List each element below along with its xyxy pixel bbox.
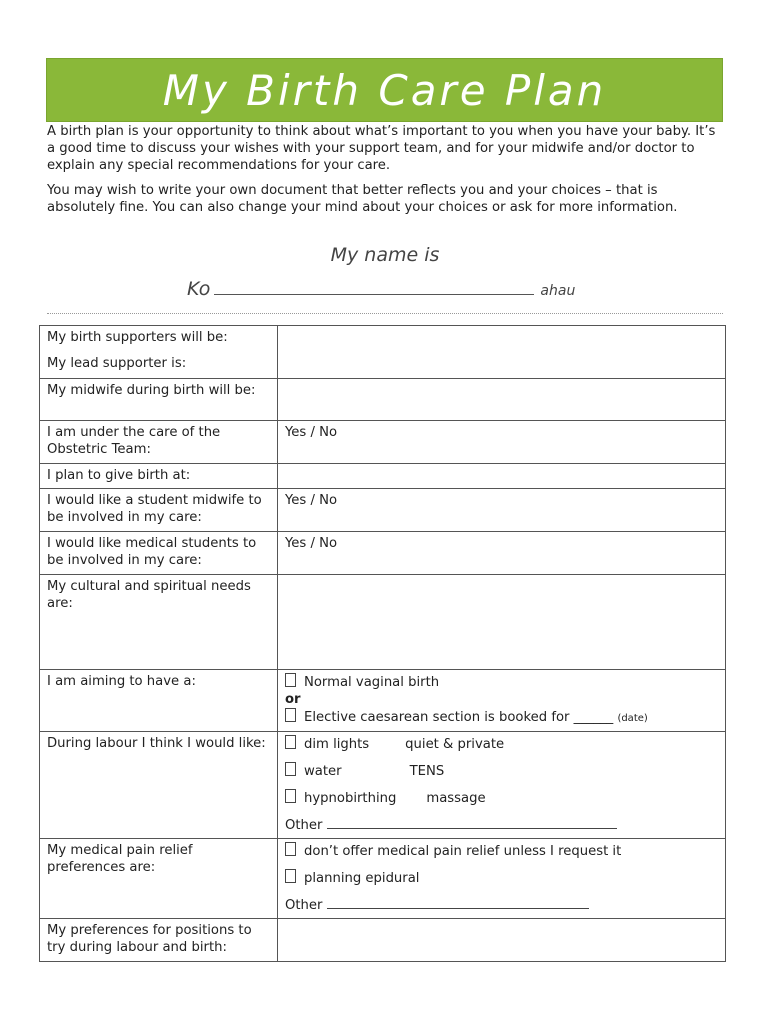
table-row	[40, 919, 726, 962]
answer-pain	[278, 839, 726, 919]
option-epidural: planning epidural	[304, 871, 420, 886]
intro-paragraph-1: A birth plan is your opportunity to think about what’s important to you when you have your baby. It’s a good time to discuss your wishes with your support team, and for your midwife and/or doctor to explain any special recommendations for your care.	[47, 124, 716, 173]
question-birthplace: I plan to give birth at:	[40, 464, 278, 489]
name-suffix: ahau	[540, 283, 576, 299]
question-cultural: My cultural and spiritual needs are:	[40, 575, 278, 670]
page-title: My Birth Care Plan	[162, 65, 607, 115]
question-supporters: My birth supporters will be:	[47, 330, 228, 345]
checkbox-icon[interactable]	[285, 673, 296, 687]
table-row	[40, 379, 726, 421]
question-obstetric: I am under the care of the Obstetric Team:	[40, 421, 278, 464]
answer-labour	[278, 732, 726, 839]
question-midwife: My midwife during birth will be:	[40, 379, 278, 421]
question-cell	[40, 326, 278, 379]
name-line	[187, 278, 575, 300]
table-row	[40, 532, 726, 575]
answer-medical-students[interactable]: Yes / No	[278, 532, 726, 575]
question-lead-supporter: My lead supporter is:	[47, 356, 187, 371]
table-row	[40, 670, 726, 732]
option-tens: TENS	[409, 764, 445, 779]
option-hypnobirthing: hypnobirthing	[304, 791, 397, 806]
checkbox-icon[interactable]	[285, 735, 296, 749]
option-water: water	[304, 764, 342, 779]
option-normal-birth: Normal vaginal birth	[304, 675, 440, 690]
answer-midwife[interactable]	[278, 379, 726, 421]
table-row	[40, 421, 726, 464]
other-label: Other	[285, 898, 323, 913]
table-row	[40, 326, 726, 379]
answer-cultural[interactable]	[278, 575, 726, 670]
answer-positions[interactable]	[278, 919, 726, 962]
date-label: (date)	[617, 713, 648, 724]
answer-student-midwife[interactable]: Yes / No	[278, 489, 726, 532]
title-banner	[46, 58, 723, 122]
checkbox-icon[interactable]	[285, 708, 296, 722]
question-pain: My medical pain relief preferences are:	[40, 839, 278, 919]
other-label: Other	[285, 818, 323, 833]
checkbox-icon[interactable]	[285, 842, 296, 856]
question-student-midwife: I would like a student midwife to be involved in my care:	[40, 489, 278, 532]
dotted-divider	[47, 313, 723, 314]
table-row	[40, 464, 726, 489]
table-row	[40, 575, 726, 670]
answer-aiming	[278, 670, 726, 732]
other-input-line[interactable]	[327, 816, 617, 829]
other-input-line[interactable]	[327, 896, 589, 909]
checkbox-icon[interactable]	[285, 789, 296, 803]
question-positions: My preferences for positions to try during labour and birth:	[40, 919, 278, 962]
birth-plan-table	[39, 325, 726, 962]
answer-obstetric[interactable]: Yes / No	[278, 421, 726, 464]
table-row	[40, 489, 726, 532]
option-dim-lights: dim lights	[304, 737, 370, 752]
checkbox-icon[interactable]	[285, 869, 296, 883]
name-blank-field[interactable]	[214, 278, 534, 295]
question-labour: During labour I think I would like:	[40, 732, 278, 839]
table-row	[40, 732, 726, 839]
name-label: My name is	[330, 244, 440, 266]
answer-supporters[interactable]	[278, 326, 726, 379]
question-aiming: I am aiming to have a:	[40, 670, 278, 732]
table-row	[40, 839, 726, 919]
answer-birthplace[interactable]	[278, 464, 726, 489]
option-massage: massage	[426, 791, 486, 806]
checkbox-icon[interactable]	[285, 762, 296, 776]
intro-paragraph-2: You may wish to write your own document that better reflects you and your choices – that is absolutely fine. You can also change your mind about your choices or ask for more information.	[47, 183, 678, 215]
or-label: or	[285, 692, 301, 707]
option-no-pain-relief: don’t offer medical pain relief unless I request it	[304, 844, 622, 859]
option-caesarean: Elective caesarean section is booked for ______	[304, 710, 614, 725]
question-medical-students: I would like medical students to be involved in my care:	[40, 532, 278, 575]
name-prefix: Ko	[187, 278, 211, 300]
option-quiet-private: quiet & private	[405, 737, 505, 752]
